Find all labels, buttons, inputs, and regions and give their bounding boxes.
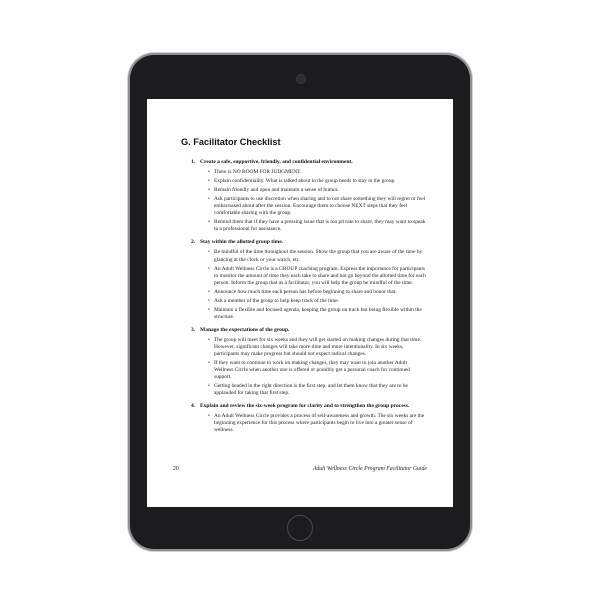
bullet-item: • Maintain a flexible and focused agenda, keeping the group on track but being flexible within the structure. bbox=[208, 307, 427, 321]
camera-icon bbox=[296, 74, 306, 84]
home-button[interactable] bbox=[287, 515, 313, 541]
checklist-content bbox=[191, 159, 427, 441]
checklist-section bbox=[191, 327, 427, 397]
bullet-item: • Be mindful of the time throughout the session. Show the group that you are aware of the time by glancing at the clock or your watch, etc. bbox=[208, 249, 427, 263]
bullet-item: • The group will meet for six weeks and they will get started on making changes during that time. However, significant changes will take more time and more intentionality. In six weeks, participants may make progress but should not expect radical changes. bbox=[208, 337, 427, 358]
section-number: 4. bbox=[191, 403, 196, 410]
checklist-section bbox=[191, 403, 427, 434]
bullet-item: • Remind them that if they have a pressing issue that is too private to share, they may want to speak to a professional for assistance. bbox=[208, 219, 427, 233]
bullet-item: • Ask a member of the group to help keep track of the time. bbox=[208, 298, 427, 305]
section-heading bbox=[191, 403, 427, 410]
bullet-item: • If they want to continue to work on making changes, they may want to join another Adult Wellness Circle when another one is offered or possibly get a personal coach for continued support. bbox=[208, 360, 427, 381]
section-number: 3. bbox=[191, 326, 196, 333]
bullet-list bbox=[191, 249, 427, 320]
checklist-section bbox=[191, 239, 427, 320]
tablet-screen[interactable] bbox=[147, 99, 453, 507]
bullet-item: • An Adult Wellness Circle provides a process of self-awareness and growth. The six weeks are the beginning experience for this process where participants begin to live into a greater sense of wellness. bbox=[208, 413, 427, 434]
bullet-item: • Ask participants to use discretion when sharing and to not share something they will regret or feel embarrassed about after the session. Encourage them to choose NEXT steps that they feel comfortable sharing with the group. bbox=[208, 196, 427, 217]
section-heading-text: Stay within the allotted group time. bbox=[200, 239, 284, 246]
bullet-list bbox=[191, 413, 427, 434]
footer-book-title: Adult Wellness Circle Program Facilitator Guide bbox=[312, 466, 427, 472]
section-heading bbox=[191, 239, 427, 246]
checklist-section bbox=[191, 159, 427, 233]
bullet-list bbox=[191, 337, 427, 397]
section-heading bbox=[191, 159, 427, 166]
page-number: 20 bbox=[173, 466, 179, 472]
section-heading bbox=[191, 327, 427, 334]
bullet-list bbox=[191, 169, 427, 233]
bullet-item: • Getting headed in the right direction is the first step, and let them know that they are to be applauded for taking that first step. bbox=[208, 383, 427, 397]
section-heading-text: Explain and review the six-week program for clarity and to strengthen the group process. bbox=[200, 403, 410, 410]
section-heading-text: Create a safe, supportive, friendly, and confidential environment. bbox=[200, 159, 353, 165]
bullet-item: • Announce how much time each person has before beginning to share and honor that. bbox=[208, 289, 427, 296]
section-heading-text: Manage the expectations of the group. bbox=[200, 326, 290, 333]
page-title: G. Facilitator Checklist bbox=[181, 137, 281, 147]
bullet-item: • An Adult Wellness Circle is a GROUP coaching program. Express the importance for participants to monitor the amount of time they each take to share and not go beyond the allotted time for each person. Inform the group that as a facilitator, you will help the group be mindful of the time. bbox=[208, 266, 427, 287]
section-number: 2. bbox=[191, 239, 196, 246]
bullet-item: • Explain confidentiality. What is talked about in the group needs to stay in the group. bbox=[208, 178, 427, 185]
section-number: 1. bbox=[191, 159, 196, 165]
bullet-item: • There is NO ROOM FOR JUDGMENT. bbox=[208, 169, 427, 176]
tablet-device bbox=[130, 55, 470, 549]
bullet-item: • Remain friendly and open and maintain a sense of humor. bbox=[208, 187, 427, 194]
